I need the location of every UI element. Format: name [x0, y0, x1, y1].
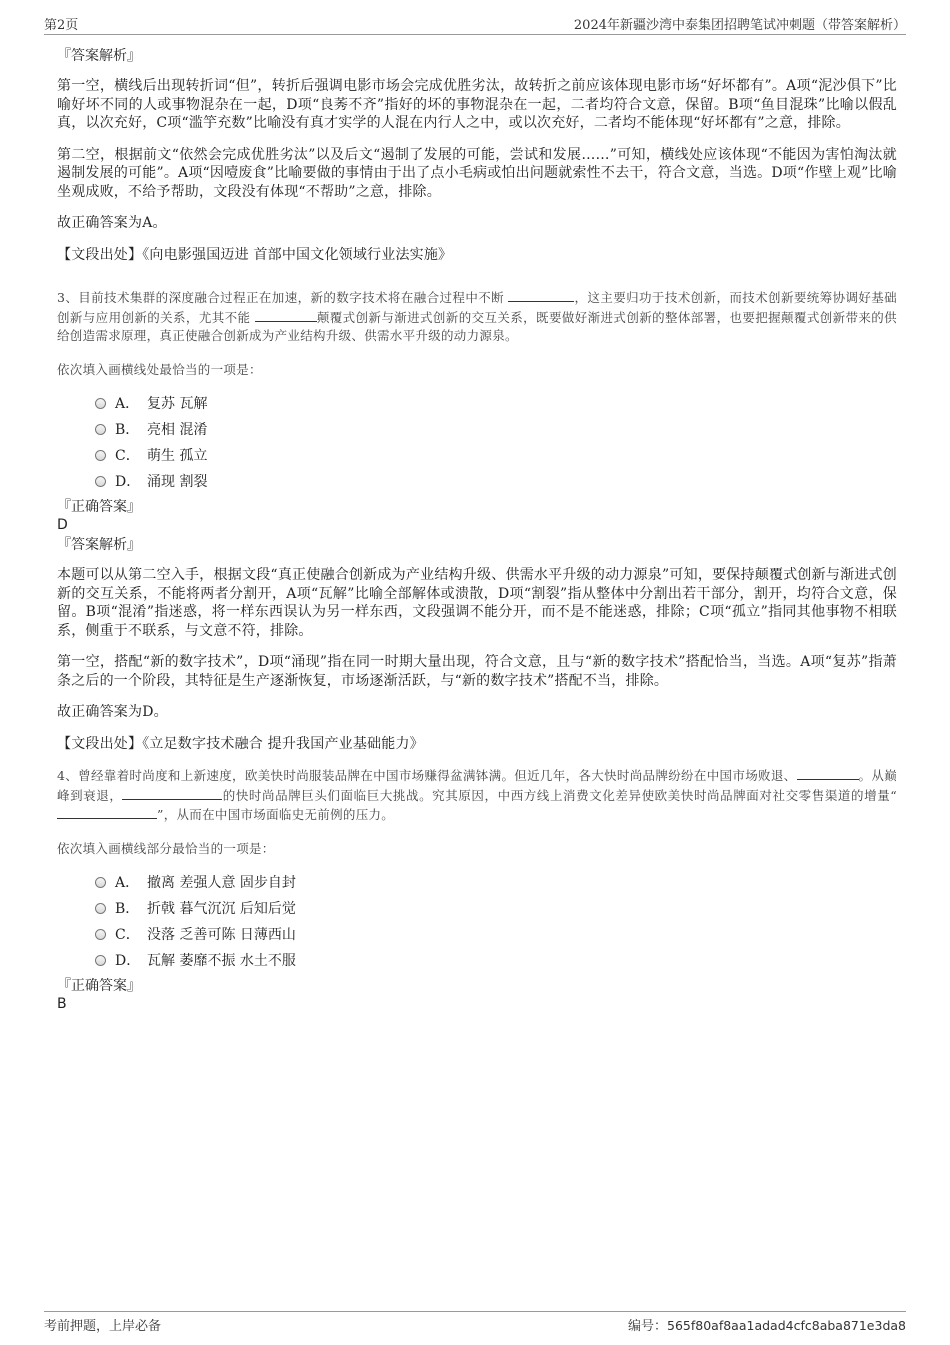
- q4-option-c[interactable]: C． 没落 乏善可陈 日薄西山: [95, 924, 897, 950]
- q3-correct-label: 『正确答案』: [57, 499, 141, 515]
- q3-blank-2: [255, 308, 317, 322]
- q3-option-c[interactable]: C． 萌生 孤立: [95, 445, 897, 471]
- q2-conclusion: 故正确答案为A。: [57, 215, 167, 231]
- page-content: [57, 46, 897, 1013]
- radio-button-icon[interactable]: [95, 424, 106, 435]
- q4-stem: 4、曾经靠着时尚度和上新速度，欧美快时尚服装品牌在中国市场赚得盆满钵满。但近几年，各大快时尚品牌纷纷在中国市场败退、 。从巅峰到衰退， 的快时尚品牌巨头们面临巨大挑战。究其原因，中西方线上消费文化差异使欧美快时尚品牌面对社交零售渠道的增量“”，从而在中国市场面临史无前例的压力。: [57, 768, 898, 822]
- radio-button-icon[interactable]: [95, 955, 106, 966]
- q4-option-a[interactable]: A． 撤离 差强人意 固步自封: [95, 872, 897, 898]
- q4-blank-1: [797, 766, 859, 780]
- q3-analysis-label: 『答案解析』: [57, 537, 141, 553]
- q4-prompt: 依次填入画横线部分最恰当的一项是：: [57, 840, 275, 856]
- q3-analysis-paragraph-2: 第一空，搭配“新的数字技术”，D项“涌现”指在同一时期大量出现，符合文意，且与“新的数字技术”搭配恰当，当选。A项“复苏”指萧条之后的一个阶段，其特征是生产逐渐恢复，市场逐渐活跃，与“新的数字技术”搭配不当，排除。: [57, 654, 897, 689]
- page-footer: [44, 1311, 906, 1332]
- q4-correct-answer: B: [57, 996, 67, 1012]
- q4-options: [57, 872, 897, 976]
- q4-option-b[interactable]: B． 折戟 暮气沉沉 后知后觉: [95, 898, 897, 924]
- radio-button-icon[interactable]: [95, 903, 106, 914]
- footer-slogan: 考前押题，上岸必备: [44, 1319, 162, 1334]
- q2-source: 【文段出处】《向电影强国迈进 首部中国文化领域行业法实施》: [57, 246, 453, 263]
- q4-blank-3: [57, 805, 157, 819]
- q4-option-d[interactable]: D． 瓦解 萎靡不振 水土不服: [95, 950, 897, 976]
- q3-prompt: 依次填入画横线处最恰当的一项是：: [57, 361, 262, 377]
- footer-serial: 编号：565f80af8aa1adad4cfc8aba871e3da8: [627, 1318, 906, 1334]
- q3-source: 【文段出处】《立足数字技术融合 提升我国产业基础能力》: [57, 735, 424, 752]
- radio-button-icon[interactable]: [95, 450, 106, 461]
- q3-correct-answer: D: [57, 517, 68, 533]
- q2-analysis-label: 『答案解析』: [57, 48, 141, 64]
- q3-option-d[interactable]: D． 涌现 割裂: [95, 471, 897, 497]
- document-title: 2024年新疆沙湾中泰集团招聘笔试冲刺题（带答案解析）: [573, 18, 906, 33]
- q3-blank-1: [508, 288, 574, 302]
- q3-analysis-paragraph-1: 本题可以从第二空入手，根据文段“真正使融合创新成为产业结构升级、供需水平升级的动力源泉”可知，要保持颠覆式创新与渐进式创新的交互关系，不能将两者分割开，A项“瓦解”比喻全部解体或溃散，D项“割裂”指从整体中分割出若干部分，割开，均符合文意，保留。B项“混淆”指迷惑，将一样东西误认为另一样东西，文段强调不能分开，而不是不能迷惑，排除；C项“孤立”指同其他事物不相联系，侧重于不联系，与文意不符，排除。: [57, 567, 897, 639]
- radio-button-icon[interactable]: [95, 877, 106, 888]
- q2-analysis-paragraph-2: 第二空，根据前文“依然会完成优胜劣汰”以及后文“遏制了发展的可能，尝试和发展……”可知，横线处应该体现“不能因为害怕淘汰就遏制发展的可能”。A项“因噎废食”比喻要做的事情由于出了点小毛病或怕出问题就索性不去干，符合文意，当选。D项“作壁上观”比喻坐观成败，不给予帮助，文段没有体现“不帮助”之意，排除。: [57, 146, 897, 200]
- radio-button-icon[interactable]: [95, 398, 106, 409]
- radio-button-icon[interactable]: [95, 929, 106, 940]
- page-number: 第2页: [44, 18, 79, 33]
- q4-correct-label: 『正确答案』: [57, 978, 141, 994]
- q3-options: [57, 393, 897, 497]
- q3-conclusion: 故正确答案为D。: [57, 704, 168, 720]
- q2-analysis-paragraph-1: 第一空，横线后出现转折词“但”，转折后强调电影市场会完成优胜劣汰，故转折之前应该体现电影市场“好坏都有”。A项“泥沙俱下”比喻好坏不同的人或事物混杂在一起，D项“良莠不齐”指好的坏的事物混杂在一起，二者均符合文意，保留。B项“鱼目混珠”比喻以假乱真，以次充好，C项“滥竽充数”比喻没有真才实学的人混在内行人之中，或以次充好，二者均不能体现“好坏都有”之意，排除。: [57, 78, 897, 131]
- q4-blank-2: [122, 786, 222, 800]
- page-header: [44, 12, 906, 35]
- radio-button-icon[interactable]: [95, 476, 106, 487]
- q3-option-b[interactable]: B． 亮相 混淆: [95, 419, 897, 445]
- q3-option-a[interactable]: A． 复苏 瓦解: [95, 393, 897, 419]
- q3-stem: 3、目前技术集群的深度融合过程正在加速，新的数字技术将在融合过程中不断 ，这主要归功于技术创新，而技术创新要统筹协调好基础创新与应用创新的关系，尤其不能 颠覆式创新与渐进式创新的交互关系，既要做好渐进式创新的整体部署，也要把握颠覆式创新带来的供给创造需求原理，真正使融合创新成为产业结构升级、供需水平升级的动力源泉。: [57, 290, 897, 343]
